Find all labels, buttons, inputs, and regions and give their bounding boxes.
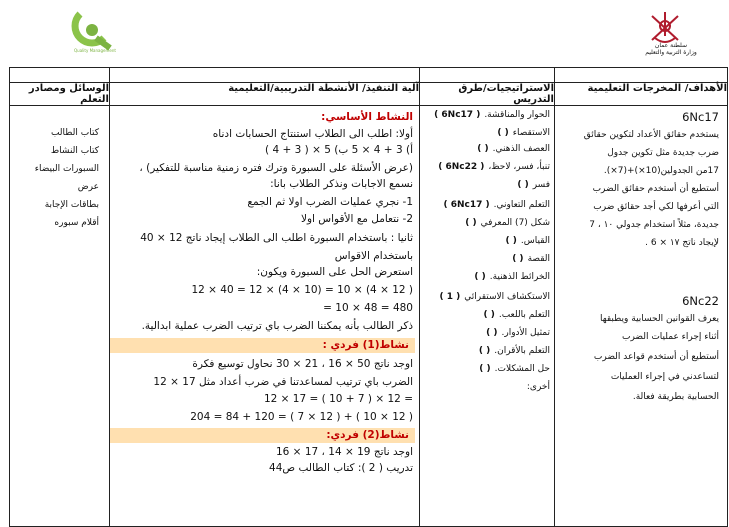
strategy-label: العصف الذهني. bbox=[492, 144, 550, 154]
activity-line: 2- نتعامل مع الأقواس اولا bbox=[300, 213, 413, 225]
objective-line-1: لإيجاد ناتج ۱۷ × 6 . bbox=[645, 238, 719, 248]
col-objectives: الأهداف/ المخرجات التعليمية bbox=[555, 83, 728, 106]
strategy-label: القصة bbox=[527, 254, 550, 264]
resource-item: كتاب النشاط bbox=[50, 146, 99, 156]
strategy-item[interactable] bbox=[465, 218, 550, 228]
objective-line-1: أستطيع أن أستخدم حقائق الضرب bbox=[592, 184, 719, 194]
quality-logo-text: Quality Management bbox=[74, 48, 116, 53]
objective-code-1: 6Nc17 bbox=[682, 110, 719, 124]
strategy-item[interactable] bbox=[486, 328, 550, 338]
strategy-checkbox[interactable]: ( ) bbox=[478, 346, 491, 356]
activity-line: ثانيا : باستخدام السبورة اطلب الى الطلاب إيجاد ناتج 12 × 40 bbox=[140, 232, 413, 244]
strategy-label: تنبأ، فسر، لاحظ، bbox=[488, 162, 550, 172]
resource-item: أقلام سبوره bbox=[54, 218, 99, 228]
strategy-label: شكل (7) المعرفي bbox=[480, 218, 550, 228]
activity-line: نسمع الاجابات ونذكر الطلاب بانا: bbox=[270, 178, 413, 190]
strategy-item[interactable] bbox=[438, 162, 550, 172]
strategy-item[interactable] bbox=[527, 382, 550, 392]
strategy-item[interactable] bbox=[474, 272, 550, 282]
strategy-item[interactable] bbox=[443, 200, 550, 210]
strategy-label: الحوار والمناقشة. bbox=[484, 110, 550, 120]
activity-line: باستخدام الاقواس bbox=[334, 250, 413, 262]
lesson-plan-table bbox=[9, 67, 728, 527]
objective-line-2: أستطيع أن أستخدم قواعد الضرب bbox=[593, 352, 719, 362]
activity1-line: 204 = 84 + 120 = ( 7 × 12 ) + ( 10 × 12 ) bbox=[190, 411, 413, 423]
objectives-cell bbox=[555, 106, 728, 527]
strategy-label: الاستكشاف الاستقرائي bbox=[464, 292, 550, 302]
col-strategies: الاستراتيجيات/طرق التدريس bbox=[420, 83, 555, 106]
activity2-line: تدريب ( 2 ): كتاب الطالب ص44 bbox=[269, 462, 413, 474]
strategy-label: تمثيل الأدوار. bbox=[501, 328, 550, 338]
strategy-item[interactable] bbox=[434, 110, 550, 120]
activity-line: أولا: اطلب الى الطلاب استنتاج الحسابات ادناه bbox=[212, 128, 413, 140]
strategy-item[interactable] bbox=[477, 144, 550, 154]
strategy-label: التعلم باللعب. bbox=[498, 310, 550, 320]
strategy-item[interactable] bbox=[479, 346, 550, 356]
strategy-checkbox[interactable]: ( ) bbox=[512, 254, 524, 264]
activity-line: استعرض الحل على السبورة ويكون: bbox=[256, 266, 413, 278]
strategy-checkbox[interactable]: ( ) bbox=[497, 128, 509, 138]
strategy-checkbox[interactable]: ( ) bbox=[465, 218, 477, 228]
activity1-line: اوجد ناتج 50 × 16 ، 21 × 30 نحاول توسيع فكرة bbox=[192, 358, 413, 370]
strategy-checkbox[interactable]: ( ) bbox=[483, 310, 495, 320]
strategy-item[interactable] bbox=[439, 292, 550, 302]
ministry-name bbox=[636, 42, 706, 56]
strategy-label: حل المشكلات. bbox=[494, 364, 550, 374]
strategy-item[interactable] bbox=[483, 310, 550, 320]
strategy-label: التعلم التعاوني. bbox=[493, 200, 550, 210]
resource-item: السبورات البيضاء bbox=[34, 164, 99, 174]
header-row bbox=[10, 83, 728, 106]
objective-line-1: 17من الجدولين(10×)+(7×). bbox=[603, 166, 719, 176]
objective-line-2: لتساعدني في إجراء العمليات bbox=[610, 372, 719, 382]
strategy-checkbox[interactable]: ( ) bbox=[474, 272, 486, 282]
resources-cell bbox=[10, 106, 110, 527]
activity1-line: الضرب باي ترتيب لمساعدتنا في ضرب أعداد مثل 17 × 12 bbox=[153, 376, 413, 388]
activity-line: 1- نجري عمليات الضرب اولا ثم الجمع bbox=[247, 196, 413, 208]
strategy-checkbox[interactable]: ( ) bbox=[479, 364, 491, 374]
col-resources: الوسائل ومصادر التعلم bbox=[10, 83, 110, 106]
objective-line-1: ضرب جديدة مثل تكوين جدول bbox=[607, 148, 719, 158]
ministry-line-1: سلطنة عمان bbox=[654, 42, 688, 49]
strategy-item[interactable] bbox=[497, 128, 550, 138]
activity-line: (عرض الأسئلة على السبورة وترك فتره زمنية مناسبة للتفكير) ، bbox=[139, 162, 413, 174]
strategy-checkbox[interactable]: ( 6Nc17 ) bbox=[443, 200, 490, 210]
strategies-cell bbox=[420, 106, 555, 527]
activities-cell bbox=[110, 106, 420, 527]
activity-line: 12 × 40 = 12 × (4 × 10) = 10 × (4 × 12 ) bbox=[191, 284, 413, 296]
strategy-label: أخرى: bbox=[526, 382, 550, 392]
strategy-checkbox[interactable]: ( ) bbox=[486, 328, 498, 338]
objective-line-2: الحسابية بطريقة فعالة. bbox=[632, 392, 719, 402]
resource-item: عرض bbox=[77, 182, 99, 192]
activity1-title: نشاط(1) فردي : bbox=[110, 338, 415, 353]
resource-item: بطاقات الإجابة bbox=[44, 200, 99, 210]
content-row bbox=[10, 106, 728, 527]
objective-line-2: أثناء إجراء عمليات الضرب bbox=[621, 332, 719, 342]
strategy-checkbox[interactable]: ( 6Nc17 ) bbox=[434, 110, 481, 120]
quality-logo bbox=[60, 8, 130, 54]
objective-line-1: جديدة، مثلاً استخدام جدولي ۱۰ ، 7 bbox=[589, 220, 719, 230]
strategy-item[interactable] bbox=[512, 254, 550, 264]
strategy-label: فسر bbox=[532, 180, 550, 190]
strategy-checkbox[interactable]: ( ) bbox=[517, 180, 529, 190]
strategy-checkbox[interactable]: ( 1 ) bbox=[439, 292, 461, 302]
ministry-line-2: وزارة التربية والتعليم bbox=[645, 49, 697, 56]
strategy-checkbox[interactable]: ( ) bbox=[505, 236, 517, 246]
strategy-item[interactable] bbox=[517, 180, 550, 190]
resource-item: كتاب الطالب bbox=[50, 128, 99, 138]
activity2-title: نشاط(2) فردي: bbox=[110, 428, 415, 443]
blank-top-row bbox=[10, 68, 728, 83]
col-activities: آلية التنفيذ/ الأنشطة التدريبية/التعليمية bbox=[110, 83, 420, 106]
objective-line-2: يعرف القوانين الحسابية ويطبقها bbox=[599, 314, 719, 324]
strategy-label: الخرائط الذهنية. bbox=[489, 272, 550, 282]
strategy-checkbox[interactable]: ( 6Nc22 ) bbox=[438, 162, 485, 172]
activity-line: = 10 × 48 = 480 bbox=[323, 302, 413, 314]
strategy-label: الاستقصاء bbox=[512, 128, 550, 138]
objective-line-1: التي أعرفها لكي أجد حقائق ضرب bbox=[593, 202, 719, 212]
activity1-line: 12 × 17 = ( 10 + 7 ) × 12 = bbox=[263, 393, 413, 405]
activity2-line: اوجد ناتج 19 × 14 ، 17 × 16 bbox=[275, 446, 413, 458]
objective-line-1: يستخدم حقائق الأعداد لتكوين حقائق bbox=[583, 130, 719, 140]
activity-line: ذكر الطالب بأنه يمكننا الضرب باي ترتيب الضرب عملية ابدالية. bbox=[141, 320, 413, 332]
strategy-label: التعلم بالأقران. bbox=[494, 346, 550, 356]
objective-code-2: 6Nc22 bbox=[682, 294, 719, 308]
strategy-label: القياس. bbox=[520, 236, 550, 246]
activity-line: أ) 3 + 4 × 5 ب) 5 × ( 3 + 4 ) bbox=[265, 144, 413, 156]
strategy-item[interactable] bbox=[506, 236, 550, 246]
strategy-checkbox[interactable]: ( ) bbox=[477, 144, 489, 154]
strategy-item[interactable] bbox=[479, 364, 550, 374]
basic-activity-title: النشاط الأساسي: bbox=[321, 111, 413, 123]
